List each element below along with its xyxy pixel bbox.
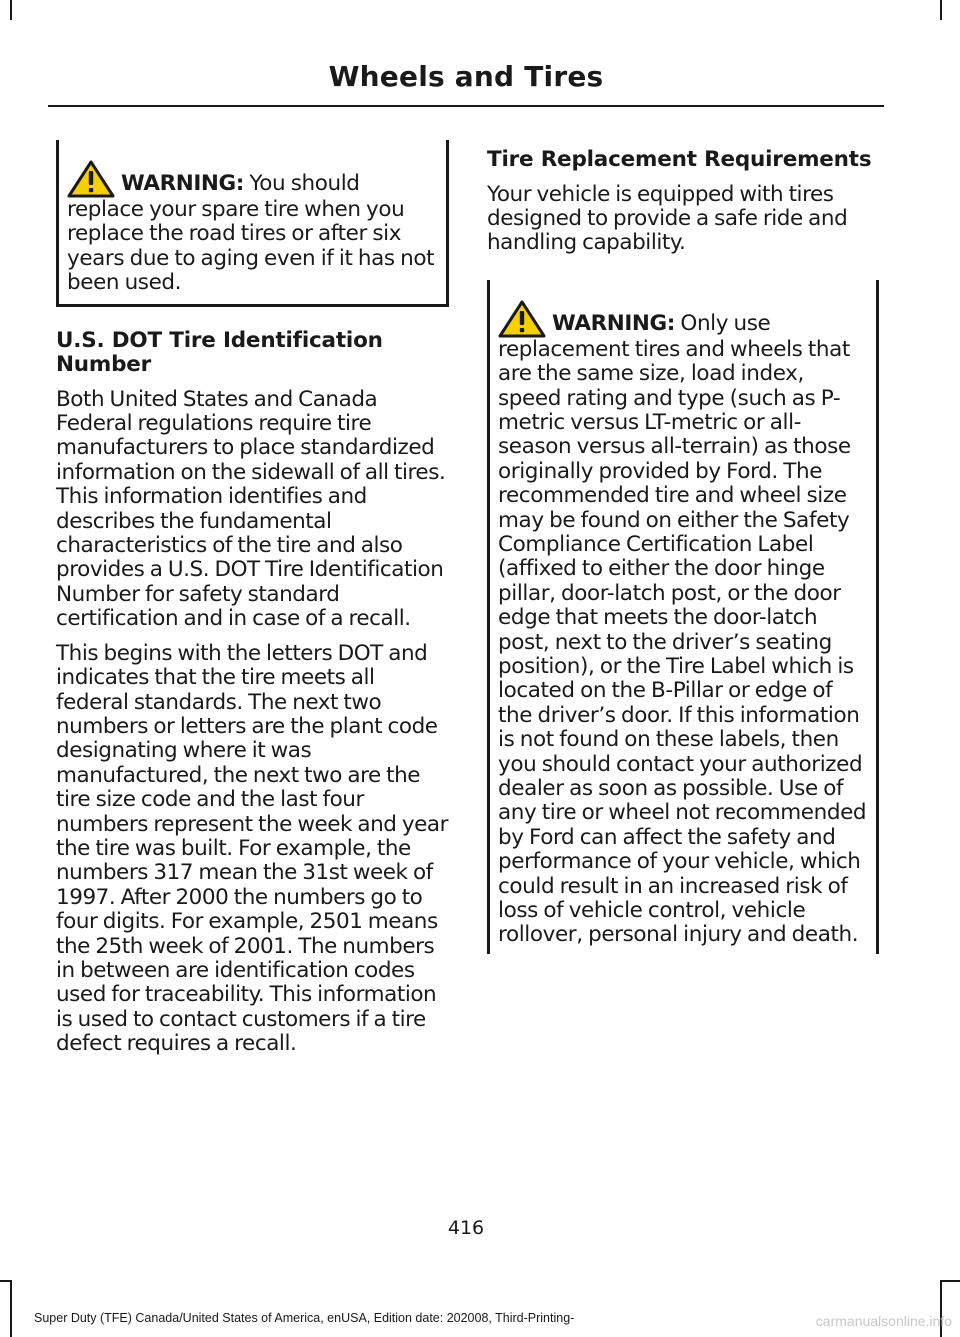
crop-mark-bottom-right-h: [940, 1280, 960, 1282]
crop-mark-bottom-left-h: [0, 1280, 12, 1282]
crop-mark-top-left: [10, 0, 12, 20]
section-heading-dot-tin: U.S. DOT Tire Identification Number: [56, 327, 383, 378]
crop-mark-top-right: [940, 0, 942, 20]
replacement-tire-warning-box: [487, 280, 879, 954]
paragraph-dot-code-format: This begins with the letters DOT and indicates that the tire meets all federal standards. The next two numbers or letters are the plant code designating where it was manufactured, the next two are the tire size code and the last four numbers represent the week and year the tire was built. For example, the numbers 317 mean the 31st week of 1997. After 2000 the numbers go to four digits. For example, 2501 means the 25th week of 2001. The numbers in between are identification codes used for traceability. This information is used to contact customers if a tire defect requires a recall.: [56, 640, 449, 1057]
section-heading-tire-replacement: Tire Replacement Requirements: [487, 147, 872, 172]
warning-triangle-icon: [498, 300, 546, 338]
header-divider: [48, 105, 884, 107]
warning-label: WARNING:: [552, 310, 675, 336]
paragraph-tire-equipment: Your vehicle is equipped with tires designed to provide a safe ride and handling capability.: [487, 181, 848, 256]
crop-mark-bottom-left: [10, 1280, 12, 1337]
warning-text: Only use replacement tires and wheels that are the same size, load index, speed rating and type (such as P-metric versus LT-metric or all-season versus all-terrain) as those originally provided by Ford. The recommended tire and wheel size may be found on either the Safety Compliance Certification Label (affixed to either the door hinge pillar, door-latch post, or the door edge that meets the door-latch post, next to the driver’s seating position), or the Tire Label which is located on the B-Pillar or edge of the driver’s door. If this information is not found on these labels, then you should contact your authorized dealer as soon as possible. Use of any tire or wheel not recommended by Ford can affect the safety and performance of your vehicle, which could result in an increased risk of loss of vehicle control, vehicle rollover, personal injury and death.: [498, 310, 867, 948]
warning-label: WARNING:: [121, 171, 244, 196]
warning-text: You should replace your spare tire when you replace the road tires or after six years due to aging even if it has not been used.: [67, 171, 435, 296]
watermark: carmanualsonline.info: [815, 1313, 952, 1329]
page-number: 416: [447, 1217, 485, 1239]
paragraph-dot-regulations: Both United States and Canada Federal regulations require tire manufacturers to place standardized information on the sidewall of all tires. This information identifies and describes the fundamental characteristics of the tire and also provides a U.S. DOT Tire Identification Number for safety standard certification and in case of a recall.: [56, 386, 446, 632]
spare-tire-warning-box: [56, 140, 449, 307]
page-title: Wheels and Tires: [328, 60, 604, 93]
right-column: [487, 148, 879, 954]
left-column: [56, 140, 449, 1067]
warning-triangle-icon: [67, 160, 115, 198]
footer-edition-info: Super Duty (TFE) Canada/United States of America, enUSA, Edition date: 202008, Third-Printing-: [34, 1311, 575, 1325]
